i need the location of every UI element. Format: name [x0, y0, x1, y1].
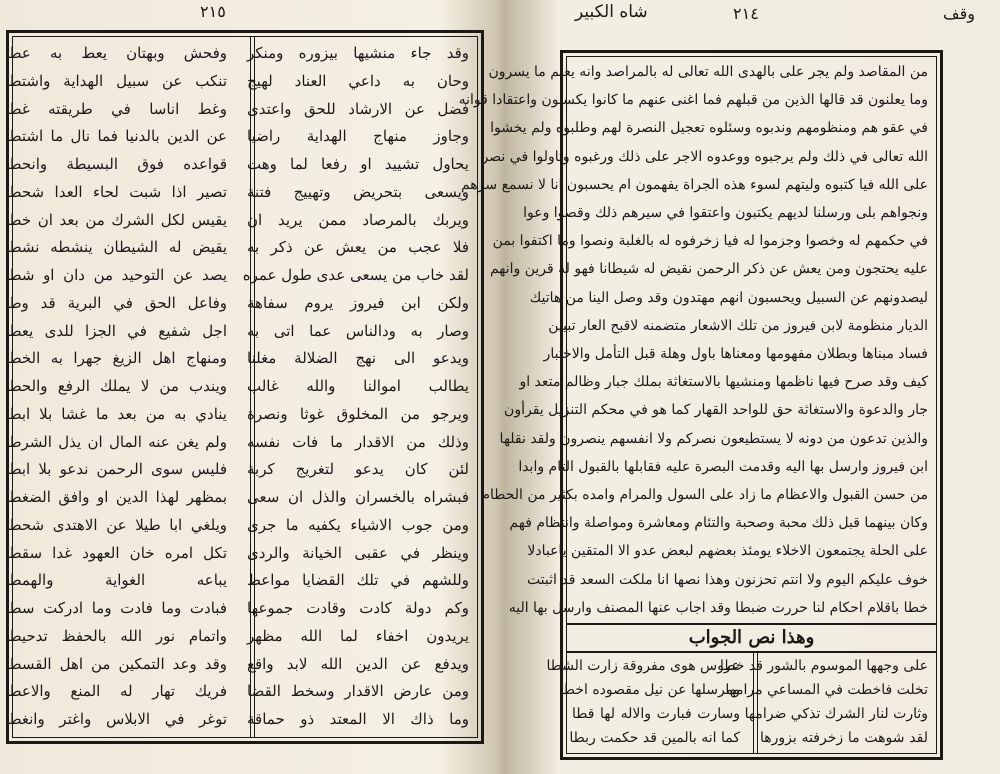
verse-line: ويدعو الى نهج الضلالة مغلنا [247, 349, 469, 368]
verse-line: تكل امره خان العهود غدا سقطا [5, 543, 227, 562]
answer-column-left [546, 657, 740, 747]
verse-line: وفحش وبهتان يعط به عطا [5, 44, 227, 62]
verse-line: واتمام نور الله بالحفظ تدحيطا [5, 626, 227, 645]
text-line: خطا باقلام احكام لنا حررت ضبطا وقد اجاب عنها المصنف وارسل بها اليه [508, 599, 928, 616]
verse-column-left [5, 43, 227, 729]
answer-heading: وهذا نص الجواب [688, 627, 815, 648]
text-line: ابن فيروز وارسل بها اليه وقدمت البصرة عليه فقابلها بالقبول التام وابدا [518, 458, 928, 475]
right-page [458, 0, 1000, 774]
verse-line: وقد وعد التمكين من اهل القسطا [5, 654, 227, 673]
text-line: عليه يحتجون ومن يعش عن ذكر الرحمن نقيض له شيطانا فهو له قرين وانهم [489, 261, 928, 278]
text-line: من حسن القبول والاعظام ما زاد على السول والمرام وامده بكثير من الحطام [481, 487, 928, 504]
text-line: على الله فيا كتبوه وليتهم لسوء هذه الجراة يفهمون ام يحسبون انا لا نسمع سرهم [460, 176, 928, 193]
verse-line: ومنهاج اهل الزيغ جهرا به الخطا [5, 349, 227, 368]
text-line: على الحلة يجتمعون الاخلاء يومئذ بعضهم لبعض عدو الا المتقين ياعبادلا [527, 543, 928, 560]
answer-verse-line: ومرسلها عن نيل مقصوده اخطا [559, 682, 740, 698]
left-page-inner-frame [5, 36, 478, 738]
answer-verse-line: وسارت فبارت والاله لها قطا [572, 706, 740, 722]
text-line: والذين تدعون من دونه لا يستطيعون نصركم ولا انفسهم ينصرون ولقد نقلها [499, 430, 928, 447]
verse-line: ويدفع عن الدين الله لابد واقع [247, 654, 469, 673]
verse-line: ولكن ابن فيروز يروم سفاهة [247, 293, 469, 312]
verse-line: بمظهر لهذا الدين او وافق الضغطا [5, 488, 227, 506]
verse-line: وينظر في عقبى الخيانة والردى [247, 543, 469, 562]
heading-rule-bottom [567, 651, 936, 653]
answer-verse-line: تخلت فاخطت في المساعي مرامها [725, 682, 928, 698]
verse-line: يريدون اخفاء لما الله مظهر [247, 626, 469, 645]
left-page [0, 0, 497, 774]
verse-line: فضل عن الارشاد للحق واعتدى [247, 99, 469, 118]
verse-line: لئن كان يدعو لتغريج كربة [247, 460, 469, 479]
verse-line: يطالب اموالنا والله غالب [247, 377, 469, 395]
text-line: خوف عليكم اليوم ولا انتم تحزنون وهذا نصها انا ملكت السعد قد اثبتت [526, 571, 928, 588]
verse-line: يقيس لكل الشرك من بعد ان خطا [5, 210, 227, 229]
text-line: ليصدونهم عن السبيل ويحسبون انهم مهتدون وقد وصل الينا من هاتيك [529, 289, 928, 306]
right-page-inner-frame [458, 56, 937, 754]
verse-line: وجاوز منهاج الهداية راضيا [247, 127, 469, 146]
left-page-folio: ٢١٥ [200, 2, 226, 21]
verse-line: عن الدين بالدنيا فما نال ما اشتطا [5, 127, 227, 146]
verse-line: اجل شفيع في الجزا للدى يعطا [5, 321, 227, 340]
verse-line: يحاول تشييد او رفعا لما وهت [247, 155, 469, 173]
verse-line: ويرجو من المخلوق غوثا ونصرة [247, 404, 469, 423]
verse-line: ويسعى بتحريض وتهييج فتنة [247, 182, 469, 201]
right-page-folio: ٢١٤ [733, 4, 759, 23]
answer-verse-line: عروس هوى مفروقة زارت الشطا [546, 658, 740, 674]
verse-line: ولم يغن عنه المال ان يذل الشرطا [5, 432, 227, 451]
verse-line: تصير اذا شبت لحاء العدا شحطا [5, 182, 227, 201]
verse-column-right [242, 43, 469, 729]
answer-verse-line: على وجهها الموسوم بالشور قد خطا [720, 658, 928, 674]
verse-line: وللشهم في تلك القضايا مواعظ [247, 571, 469, 590]
text-line: الله تعالى في ذلك ولم يرجبوه ووعدوه الاجر على ذلك ورغبوه وتاولوا في نصر [481, 148, 928, 165]
text-line: وكان بينهما قبل ذلك محبة وصحبة والتئام ومعاشرة ومواصلة وانتظام فهم [509, 515, 928, 532]
verse-line: وقد جاء منشيها بيزوره ومنكر [247, 44, 469, 62]
verse-line: ويلغي ابا طيلا عن الاهتدى شحطا [5, 515, 227, 534]
right-page-frame [458, 50, 943, 760]
verse-line: فبشراه بالخسران والذل ان سعى [247, 488, 469, 506]
text-line: وما يعلنون قد قالها الذين من قبلهم فما اغنى عنهم ما كانوا يكسبون واعتقادا قوانه [458, 92, 928, 109]
text-line: الديار منظومة لابن فيروز من تلك الاشعار متضمنه لاقبح العار تبيين [548, 317, 928, 334]
answer-verse-line: لقد شوهت ما زخرفته بزورها [760, 730, 928, 746]
verse-line: لقد خاب من يسعى عدى طول عمره [242, 266, 469, 284]
verse-line: وما ذاك الا المعتد ذو حماقة [247, 710, 469, 728]
text-line: في حكمهم له وخصوا وجزموا له فيا زخرفوه له بالغلبة ونصوا وما اكتفوا بمن [492, 233, 928, 250]
verse-line: فلا عجب من يعش عن ذكر به [247, 238, 469, 257]
answer-verse-line: وثارت لنار الشرك تذكي ضرامها [744, 706, 928, 722]
answer-verse-line: كما انه بالمين قد حكمت ربطا [569, 730, 740, 746]
verse-line: ويندب من لا يملك الرفع والحطا [5, 377, 227, 395]
verse-line: وكم دولة كادت وقادت جموعها [247, 599, 469, 617]
text-line: فساد مبناها وبطلان مفهومها ومعناها باول وهلة قبل التأمل والاختبار [543, 346, 928, 363]
verse-line: وحان به داعي العناد لهيج [247, 71, 469, 90]
text-line: جار والدعوة والاستغاثة حق للواحد القهار كما هو في محكم التنزيل يقرأون [504, 402, 928, 419]
verse-line: فبادت وما فادت وما ادركت سطا [5, 599, 227, 617]
verse-line: فليس سوى الرحمن ندعو بلا ابطا [5, 460, 227, 479]
verse-line: ينادي به من بعد ما غشا بلا ابطا [5, 404, 227, 423]
verse-line: ومن جوب الاشياء يكفيه ما جرى [247, 515, 469, 534]
verse-line: فريك تهار له المنع والاعطا [5, 682, 227, 701]
text-line: ونجواهم بلى ورسلنا لديهم يكتبون واعتقوا في سيرهم ذلك وقصوا وعوا [523, 205, 928, 222]
text-line: من المقاصد ولم يجر على بالهدى الله تعالى له بالمراصد وانه يعلم ما يسرون [488, 64, 928, 80]
verse-line: توغر في الابلاس واغتر وانغطا [5, 710, 227, 728]
verse-line: يباعه الغواية والهمطا [5, 571, 227, 590]
verse-line: تنكب عن سبيل الهداية واشتطا [5, 71, 227, 90]
text-line: في عقو هم ومنظومهم وندبوه وسئلوه تعجيل النصرة لهم وطلبوه ولم يخشوا [490, 120, 928, 137]
verse-line: وغط اناسا في طريقته غطا [5, 99, 227, 118]
verse-line: وفاعل الحق في البرية قد وطا [5, 293, 227, 312]
verse-line: وصار به ودالناس عما اتى به [247, 321, 469, 340]
running-title: شاه الكبير [575, 2, 648, 22]
verse-line: ويربك بالمرصاد ممن يريد ان [247, 210, 469, 229]
verse-line: يقيض له الشيطان ينشطه نشطا [5, 238, 227, 257]
verse-line: يصد عن التوحيد من دان او شطا [5, 266, 227, 284]
verse-line: وذلك من الاقدار ما فات نفسه [247, 432, 469, 451]
text-line: كيف وقد صرح فيها ناظمها ومنشيها بالاستغاثة بملك جبار وظالم متعد او [519, 374, 928, 391]
catchword: وقف [943, 4, 975, 23]
left-page-frame [6, 30, 484, 744]
verse-line: ومن عارض الاقدار وسخط القضا [247, 682, 469, 701]
answer-column-right [720, 657, 928, 747]
verse-line: قواعده فوق البسيطة وانحطا [5, 155, 227, 173]
prose-body [458, 63, 928, 618]
